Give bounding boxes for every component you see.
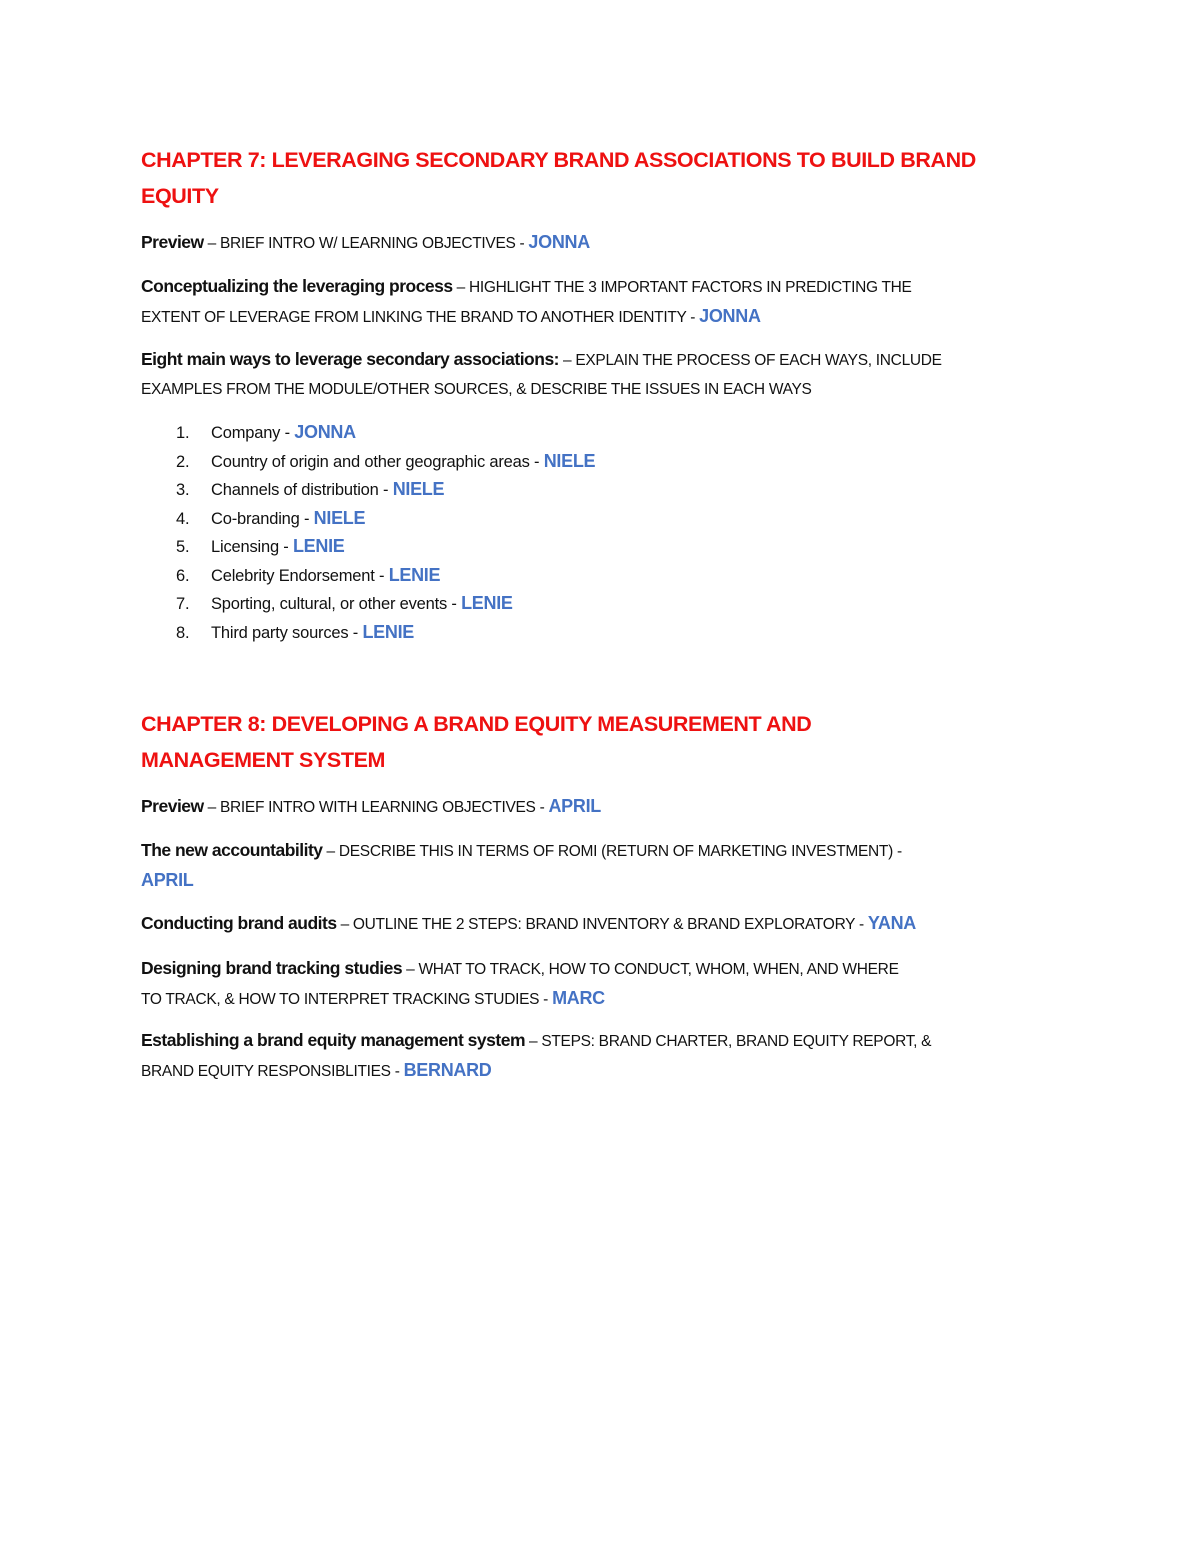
- assignee: NIELE: [543, 450, 596, 471]
- section-desc: – STEPS: BRAND CHARTER, BRAND EQUITY REPORT, &: [525, 1033, 932, 1050]
- assignee: LENIE: [292, 536, 345, 556]
- ch8-preview: [141, 792, 601, 822]
- ch8-tracking-studies: [141, 954, 899, 1014]
- section-label: Designing brand tracking studies: [141, 958, 403, 978]
- section-label: Conceptualizing the leveraging process: [141, 276, 453, 296]
- section-label: Preview: [141, 796, 204, 816]
- list-text: Country of origin and other geographic areas -: [211, 452, 544, 471]
- section-desc: TO TRACK, & HOW TO INTERPRET TRACKING STUDIES -: [141, 991, 553, 1008]
- assignee: JONNA: [294, 422, 356, 442]
- list-text: Company -: [211, 424, 295, 442]
- chapter-8-title: [141, 706, 811, 778]
- list-text: Third party sources -: [211, 623, 363, 642]
- assignee: BERNARD: [403, 1060, 492, 1080]
- list-number: 6.: [176, 566, 190, 585]
- chapter-7-title: [141, 142, 976, 214]
- assignee: YANA: [867, 913, 916, 933]
- assignee: JONNA: [699, 306, 761, 326]
- ch8-management-system: [141, 1026, 931, 1086]
- list-item: [176, 561, 440, 590]
- list-item: [176, 418, 356, 447]
- list-text: Channels of distribution -: [211, 481, 393, 499]
- assignee: NIELE: [392, 479, 445, 499]
- list-item: [176, 532, 345, 561]
- list-number: 8.: [176, 623, 190, 642]
- section-label: Preview: [141, 232, 204, 252]
- assignee: LENIE: [388, 564, 441, 585]
- list-item: [176, 589, 513, 618]
- assignee: MARC: [552, 988, 605, 1008]
- list-number: 5.: [176, 538, 190, 556]
- list-number: 3.: [176, 481, 190, 499]
- title-line: MANAGEMENT SYSTEM: [141, 748, 386, 772]
- section-desc: EXTENT OF LEVERAGE FROM LINKING THE BRAND TO ANOTHER IDENTITY -: [141, 309, 700, 326]
- section-desc: – OUTLINE THE 2 STEPS: BRAND INVENTORY & BRAND EXPLORATORY -: [336, 916, 868, 933]
- assignee: APRIL: [548, 796, 601, 816]
- section-desc: BRAND EQUITY RESPONSIBLITIES -: [141, 1063, 404, 1080]
- list-item: [176, 447, 595, 476]
- list-number: 7.: [176, 595, 190, 613]
- ch8-brand-audits: [141, 909, 916, 939]
- section-desc: EXAMPLES FROM THE MODULE/OTHER SOURCES, & DESCRIBE THE ISSUES IN EACH WAYS: [141, 381, 812, 398]
- assignee: NIELE: [313, 507, 366, 528]
- ch8-new-accountability: [141, 836, 902, 896]
- list-item: [176, 618, 414, 647]
- title-line: CHAPTER 8: DEVELOPING A BRAND EQUITY MEASUREMENT AND: [141, 712, 812, 736]
- ch7-conceptualizing: [141, 272, 912, 332]
- section-desc: – HIGHLIGHT THE 3 IMPORTANT FACTORS IN PREDICTING THE: [452, 279, 912, 296]
- assignee: LENIE: [362, 621, 414, 642]
- list-number: 4.: [176, 509, 190, 528]
- assignee: JONNA: [528, 232, 590, 252]
- title-line: EQUITY: [141, 184, 219, 208]
- section-desc: – WHAT TO TRACK, HOW TO CONDUCT, WHOM, WHEN, AND WHERE: [402, 961, 899, 978]
- section-desc: – DESCRIBE THIS IN TERMS OF ROMI (RETURN OF MARKETING INVESTMENT) -: [322, 843, 902, 860]
- list-item: [176, 504, 365, 533]
- section-label: Establishing a brand equity management system: [141, 1030, 525, 1050]
- list-text: Celebrity Endorsement -: [211, 566, 389, 585]
- list-number: 1.: [176, 424, 190, 442]
- assignee: LENIE: [461, 593, 513, 613]
- ch7-preview: [141, 228, 590, 258]
- list-text: Licensing -: [211, 538, 293, 556]
- section-desc: – BRIEF INTRO WITH LEARNING OBJECTIVES -: [203, 799, 549, 816]
- list-item: [176, 475, 444, 504]
- section-label: The new accountability: [141, 840, 323, 860]
- title-line: CHAPTER 7: LEVERAGING SECONDARY BRAND ASSOCIATIONS TO BUILD BRAND: [141, 148, 976, 172]
- section-desc: – EXPLAIN THE PROCESS OF EACH WAYS, INCLUDE: [559, 352, 942, 369]
- assignee: APRIL: [141, 870, 194, 890]
- section-label: Conducting brand audits: [141, 913, 337, 933]
- list-number: 2.: [176, 452, 190, 471]
- section-desc: – BRIEF INTRO W/ LEARNING OBJECTIVES -: [203, 235, 529, 252]
- list-text: Sporting, cultural, or other events -: [211, 595, 462, 613]
- ch7-eight-ways: [141, 345, 942, 404]
- section-label: Eight main ways to leverage secondary associations:: [141, 349, 559, 369]
- list-text: Co-branding -: [211, 509, 314, 528]
